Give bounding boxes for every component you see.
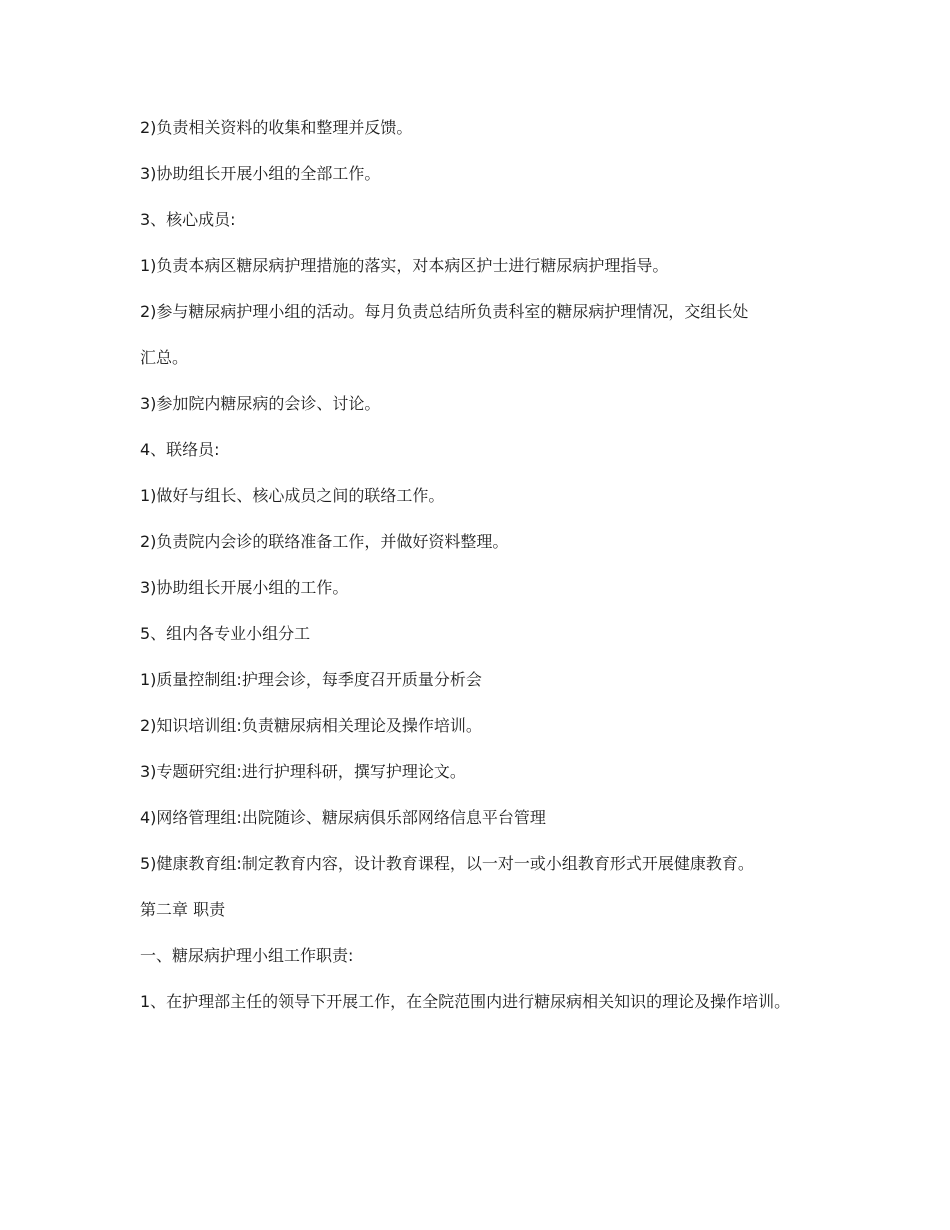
paragraph-4: 1)负责本病区糖尿病护理措施的落实，对本病区护士进行糖尿病护理指导。	[140, 256, 669, 275]
paragraph-6: 汇总。	[140, 348, 189, 367]
paragraph-1: 2)负责相关资料的收集和整理并反馈。	[140, 118, 413, 137]
section-heading-duties: 一、糖尿病护理小组工作职责:	[140, 946, 354, 965]
section-heading-liaison: 4、联络员:	[140, 440, 220, 459]
paragraph-14: 2)知识培训组:负责糖尿病相关理论及操作培训。	[140, 716, 482, 735]
paragraph-16: 4)网络管理组:出院随诊、糖尿病俱乐部网络信息平台管理	[140, 808, 546, 827]
section-heading-core-members: 3、核心成员:	[140, 210, 236, 229]
paragraph-7: 3)参加院内糖尿病的会诊、讨论。	[140, 394, 381, 413]
paragraph-13: 1)质量控制组:护理会诊，每季度召开质量分析会	[140, 670, 482, 689]
document-body	[140, 115, 820, 1035]
paragraph-2: 3)协助组长开展小组的全部工作。	[140, 164, 381, 183]
section-heading-subgroups: 5、组内各专业小组分工	[140, 624, 311, 643]
paragraph-5: 2)参与糖尿病护理小组的活动。每月负责总结所负责科室的糖尿病护理情况，交组长处	[140, 302, 749, 321]
chapter-heading: 第二章 职责	[140, 900, 226, 919]
paragraph-17: 5)健康教育组:制定教育内容，设计教育课程，以一对一或小组教育形式开展健康教育。	[140, 854, 754, 873]
paragraph-15: 3)专题研究组:进行护理科研，撰写护理论文。	[140, 762, 466, 781]
paragraph-20: 1、在护理部主任的领导下开展工作，在全院范围内进行糖尿病相关知识的理论及操作培训。	[140, 992, 791, 1011]
paragraph-10: 2)负责院内会诊的联络准备工作，并做好资料整理。	[140, 532, 509, 551]
paragraph-11: 3)协助组长开展小组的工作。	[140, 578, 349, 597]
paragraph-9: 1)做好与组长、核心成员之间的联络工作。	[140, 486, 445, 505]
